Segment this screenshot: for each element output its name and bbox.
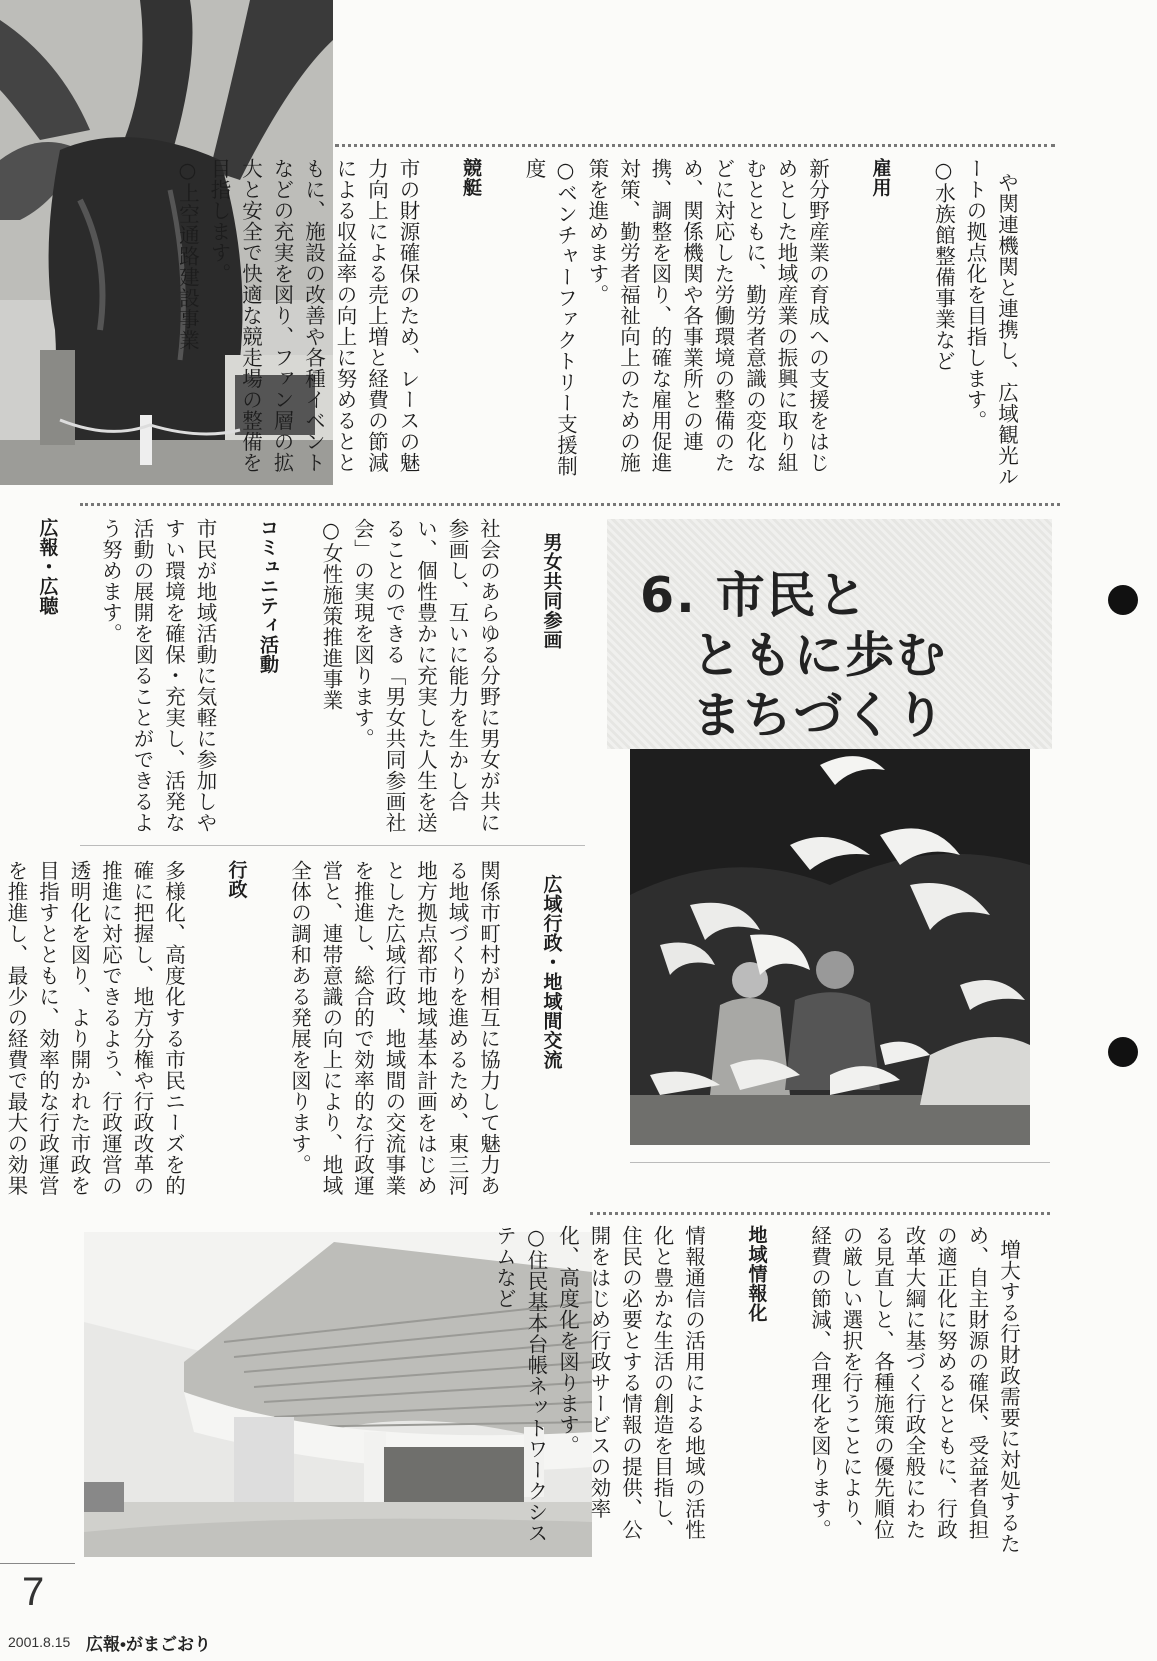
heading-danjo: 男女共同参画 — [540, 532, 563, 650]
chiiki-text: 情報通信の活用による地域の活性化と豊かな生活の創造を目指し、住民の必要とする情報の提供、公開をはじめ行政サービスの効率化、高度化を図ります。 ○住民基本台帳ネットワークシステムなど — [492, 1225, 706, 1544]
danjo-text: 社会のあらゆる分野に男女が共に参画し、互いに能力を生かし合い、個性豊かに充実した人生を送ることのできる「男女共同参画社会」の実現を図ります。 ○女性施策推進事業 — [319, 518, 501, 833]
tourism-text: や関連機関と連携し、広域観光ルートの拠点化を目指します。 ○水族館整備事業など — [931, 158, 1019, 488]
issue-date: 2001.8.15 — [8, 1634, 71, 1650]
top-dotted-divider — [335, 144, 1055, 147]
heading-gyosei: 行政 — [225, 860, 248, 899]
zaisei-text: 増大する行財政需要に対処するため、自主財源の確保、受益者負担の適正化に努めるとともに、行政改革大綱に基づく行政全般にわたる見直しと、各種施策の優先順位の厳しい選択を行うことにより、経費の節減、合理化を図ります。 — [807, 1225, 1021, 1555]
page-number-rule — [0, 1563, 75, 1564]
seagull-feeding-photo — [630, 745, 1030, 1145]
headline-line-1: 6. 市民と — [640, 567, 869, 624]
heading-koho: 広報・広聴 — [36, 518, 59, 616]
binder-hole-top — [1108, 585, 1138, 615]
text-block-bottom-right — [492, 1225, 1055, 1560]
headline-line-2: ともに歩む — [692, 627, 948, 684]
koyo-text: 新分野産業の育成への支援をはじめとした地域産業の振興に取り組むとともに、勤労者意識の変化などに対応した労働環境の整備のため、関係機関や各事業所との連携、調整を図り、的確な雇用促進対策、勤労者福祉向上のための施策を進めます。 ○ベンチャーファクトリー支援制度 — [522, 158, 830, 477]
upper-dotted-divider — [80, 503, 1060, 506]
lower-dotted-divider — [590, 1212, 1050, 1215]
page-number: 7 — [22, 1570, 45, 1614]
publication-name: 広報•がまごおり — [86, 1635, 211, 1654]
heading-chiiki: 地域情報化 — [745, 1225, 768, 1323]
bottom-section-divider — [630, 1162, 1050, 1163]
middle-section-divider — [80, 845, 585, 846]
koiki-text: 関係市町村が相互に協力して魅力ある地域づくりを進めるため、東三河地方拠点都市地域基本計画をはじめとした広域行政、地域間の交流事業を推進し、総合的で効率的な行政運営と、連帯意識の向上により、地域全体の調和ある発展を図ります。 — [287, 860, 501, 1196]
gyosei-text: 多様化、高度化する市民ニーズを的確に把握し、地方分権や行政改革の推進に対応できるよう、行政運営の透明化を図り、より開かれた市政を目指すとともに、効率的な行政運営を推進し、最少の経費で最大の効果 — [4, 860, 186, 1196]
heading-community: コミュニティ活動 — [257, 518, 279, 674]
binder-hole-bottom — [1108, 1037, 1138, 1067]
heading-kyotei: 競艇 — [460, 158, 482, 197]
headline-line-3: まちづくり — [692, 687, 947, 744]
text-block-top-right — [175, 158, 1053, 488]
text-block-lower-left — [4, 860, 598, 1200]
community-text: 市民が地域活動に気軽に参加しやすい環境を確保・充実し、活発な活動の展開を図ることができるよう努めます。 — [98, 518, 217, 833]
kyotei-text: 市の財源確保のため、レースの魅力向上による売上増と経費の節減による収益率の向上に努めるとともに、施設の改善や各種イベントなどの充実を図り、ファン層の拡大と安全で快適な競走場の整備を目指します。 ○上空通路建設事業 — [175, 158, 420, 473]
text-block-middle-left — [36, 518, 598, 838]
heading-koiki: 広域行政・地域間交流 — [540, 874, 563, 1070]
heading-koyo: 雇用 — [869, 158, 892, 197]
